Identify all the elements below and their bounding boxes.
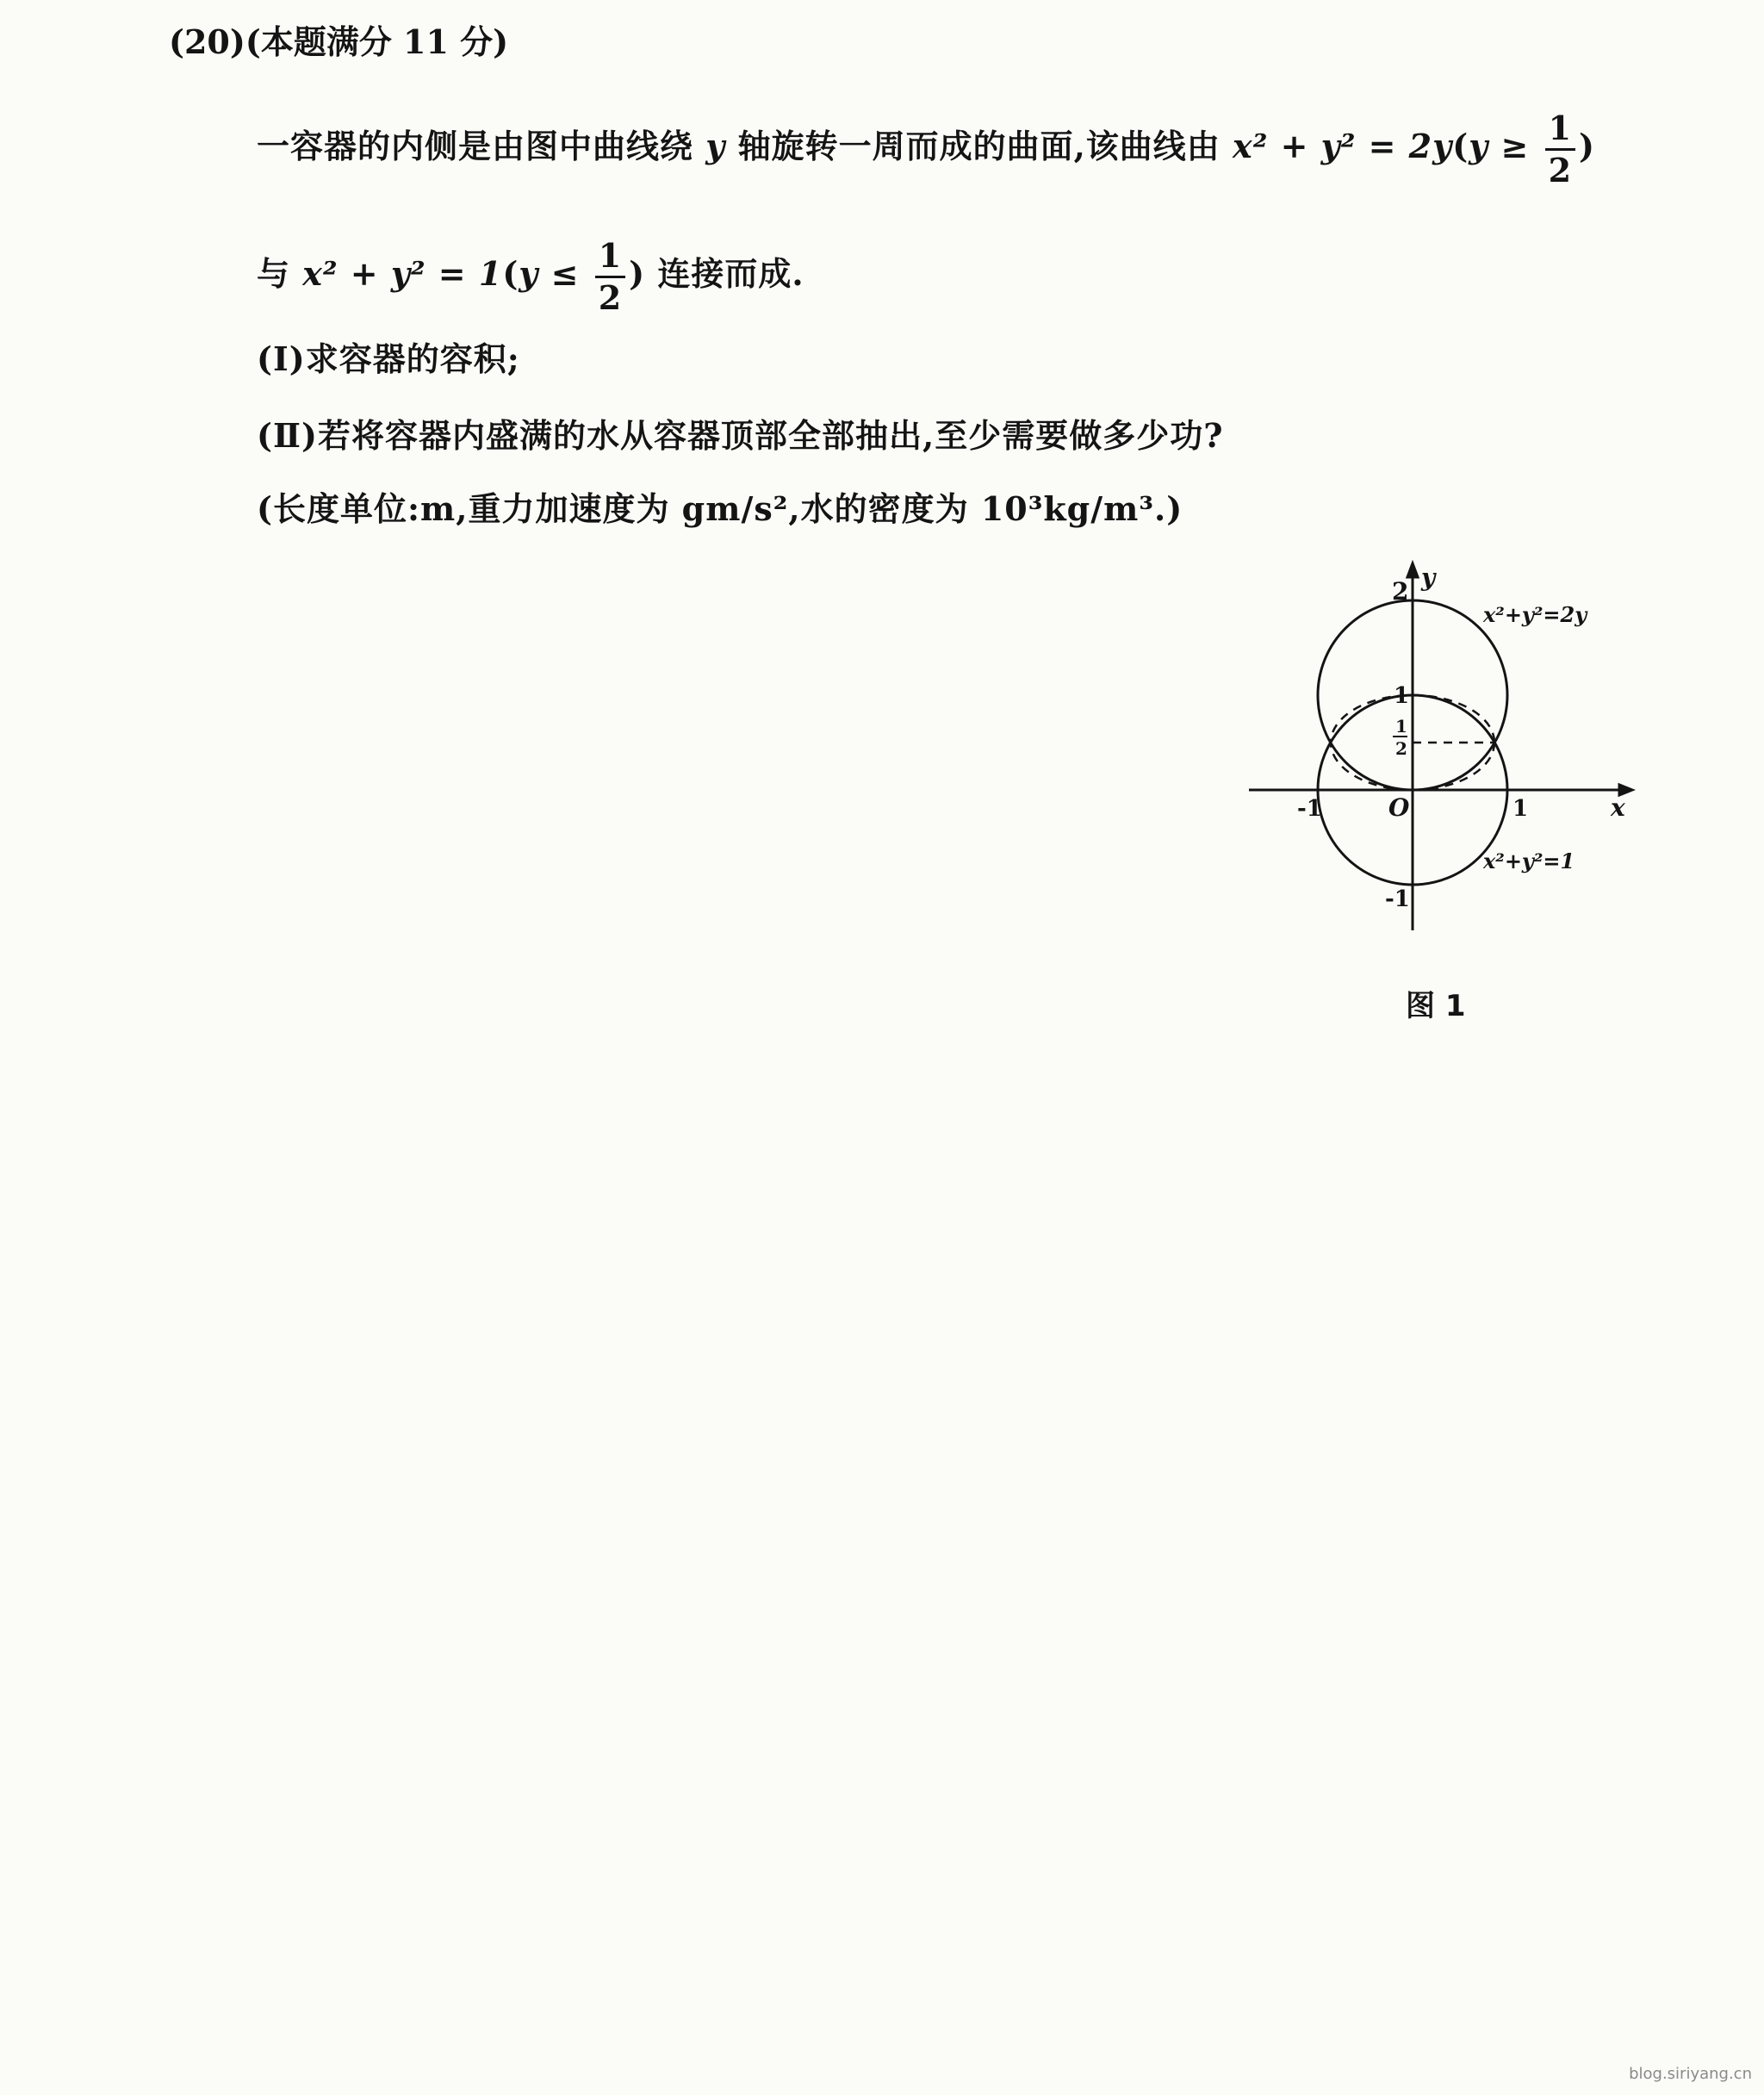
line2-equation: x² + y² = 1 [302, 254, 503, 293]
line2-frac-den: 2 [598, 278, 623, 317]
line2-cond-open: ( [502, 254, 519, 293]
line2-frac-num: 1 [595, 239, 625, 278]
line1-frac-num: 1 [1545, 112, 1575, 151]
line1-cond-var: y [1469, 127, 1489, 165]
part-1: (Ⅰ)求容器的容积; [257, 339, 520, 378]
axis-label-x: x [1611, 793, 1625, 822]
tick-y-1: 1 [1394, 683, 1410, 709]
tick-x-1: 1 [1512, 796, 1529, 822]
line1-var-y: y [705, 127, 726, 165]
line2-cond-op: ≤ [550, 254, 580, 293]
figure-caption: 图 1 [1406, 989, 1466, 1023]
line2-cond-close: ) [629, 254, 646, 293]
tick-y-2: 2 [1392, 577, 1409, 606]
unit-note: (长度单位:m,重力加速度为 gm/s²,水的密度为 10³kg/m³.) [257, 489, 1183, 528]
tick-half-num: 1 [1395, 716, 1407, 737]
tick-half-den: 2 [1395, 738, 1407, 759]
line2-prefix: 与 [257, 254, 291, 293]
line1-text-b: 轴旋转一周而成的曲面,该曲线由 [737, 127, 1221, 165]
figure-1 [1240, 560, 1637, 956]
score-note: (本题满分 11 分) [245, 22, 509, 61]
line1-cond-op: ≥ [1500, 127, 1530, 165]
line1-cond-open: ( [1452, 127, 1469, 165]
line2-fraction [595, 236, 625, 317]
line1-fraction [1545, 109, 1575, 190]
line1-equation: x² + y² = 2y [1233, 127, 1453, 165]
axis-label-y: y [1421, 563, 1436, 592]
watermark: blog.siriyang.cn [1629, 2065, 1752, 2083]
line2-suffix: 连接而成. [657, 254, 804, 293]
label-lower-curve: x²+y²=1 [1483, 849, 1575, 873]
part-2: (Ⅱ)若将容器内盛满的水从容器顶部全部抽出,至少需要做多少功? [257, 416, 1224, 455]
label-upper-curve: x²+y²=2y [1483, 602, 1587, 627]
problem-number: (20) [169, 22, 245, 61]
line1-cond-close: ) [1579, 127, 1596, 165]
tick-y-neg1: -1 [1385, 886, 1410, 912]
line1-text-a: 一容器的内侧是由图中曲线绕 [257, 127, 694, 165]
y-axis-arrow [1407, 563, 1418, 577]
origin-label: O [1388, 793, 1410, 822]
line1-frac-den: 2 [1548, 151, 1573, 190]
statement-line-2 [257, 236, 804, 317]
statement-line-1 [257, 109, 1596, 190]
problem-heading [169, 22, 509, 61]
tick-x-neg1: -1 [1297, 796, 1322, 822]
line2-cond-var: y [519, 254, 539, 293]
